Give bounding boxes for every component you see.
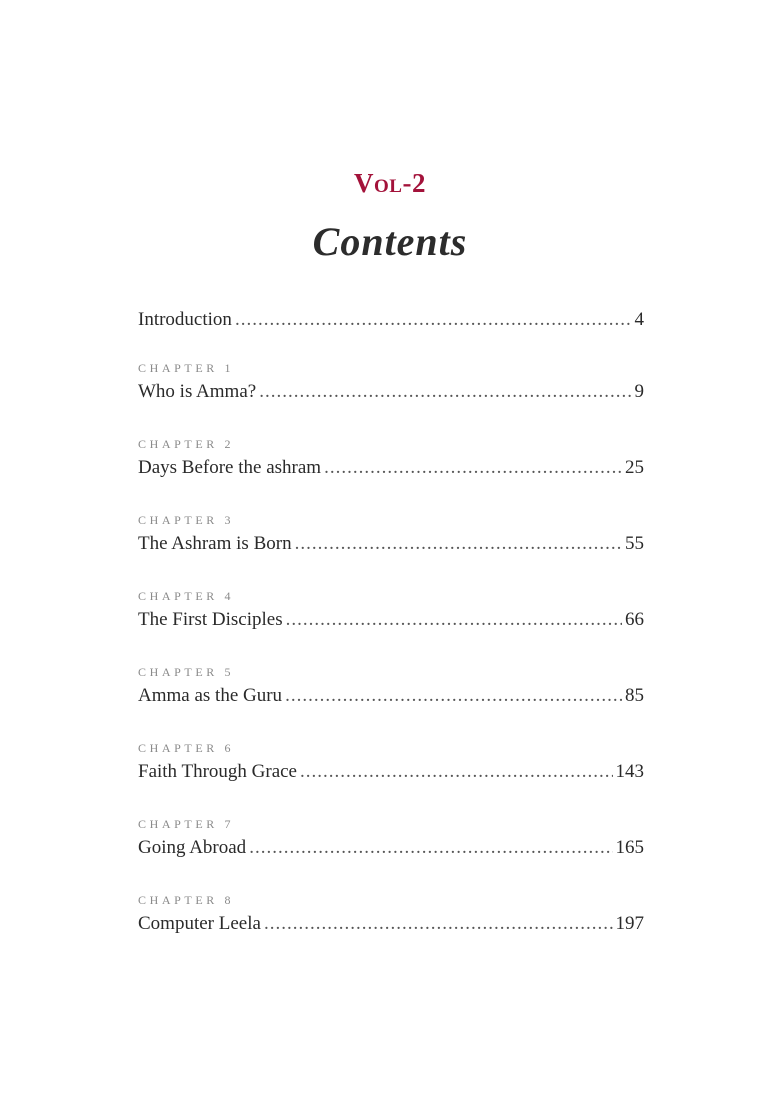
chapter-label: CHAPTER 3 [138, 513, 235, 527]
dot-leader [295, 532, 622, 556]
toc-entry-title: The First Disciples [138, 609, 283, 630]
dot-leader [285, 684, 622, 708]
toc-page-number: 66 [625, 609, 644, 630]
chapter-label: CHAPTER 8 [138, 893, 235, 907]
chapter-label: CHAPTER 7 [138, 817, 235, 831]
toc-page-number: 4 [634, 309, 644, 330]
toc-entry-title: Amma as the Guru [138, 685, 283, 706]
toc-entry-chapter-8[interactable] [138, 892, 644, 936]
toc-page-number: 85 [625, 685, 644, 706]
dot-leader [324, 456, 622, 480]
toc-entry-title: Going Abroad [138, 837, 247, 858]
toc-entry-chapter-4[interactable] [138, 588, 644, 632]
toc-line [138, 912, 644, 936]
toc-line [138, 308, 644, 332]
toc-entry-title: Faith Through Grace [138, 761, 297, 782]
toc-page-number: 143 [615, 761, 644, 782]
toc-page-number: 197 [615, 913, 644, 934]
toc-line [138, 760, 644, 784]
chapter-label: CHAPTER 2 [138, 437, 235, 451]
toc-line [138, 608, 644, 632]
dot-leader [300, 760, 613, 784]
toc-entry-chapter-2[interactable] [138, 436, 644, 480]
dot-leader [259, 380, 631, 404]
toc-entry-chapter-1[interactable] [138, 360, 644, 404]
toc-line [138, 456, 644, 480]
volume-label: Vol-2 [354, 168, 426, 198]
toc-entry-title: Introduction [138, 309, 232, 330]
table-of-contents [138, 308, 644, 968]
toc-entry-title: Days Before the ashram [138, 457, 322, 478]
toc-line [138, 684, 644, 708]
toc-entry-chapter-5[interactable] [138, 664, 644, 708]
toc-entry-introduction[interactable] [138, 308, 644, 332]
toc-entry-chapter-3[interactable] [138, 512, 644, 556]
toc-line [138, 836, 644, 860]
toc-entry-title: Computer Leela [138, 913, 261, 934]
toc-line [138, 380, 644, 404]
dot-leader [264, 912, 613, 936]
toc-line [138, 532, 644, 556]
chapter-label: CHAPTER 5 [138, 665, 235, 679]
toc-entry-chapter-6[interactable] [138, 740, 644, 784]
toc-entry-chapter-7[interactable] [138, 816, 644, 860]
dot-leader [286, 608, 622, 632]
dot-leader [235, 308, 632, 332]
toc-page-number: 9 [634, 381, 644, 402]
toc-entry-title: The Ashram is Born [138, 533, 292, 554]
dot-leader [249, 836, 612, 860]
page-title: Contents [312, 219, 468, 264]
toc-page-number: 165 [615, 837, 644, 858]
chapter-label: CHAPTER 6 [138, 741, 235, 755]
toc-entry-title: Who is Amma? [138, 381, 257, 402]
toc-page-number: 55 [625, 533, 644, 554]
chapter-label: CHAPTER 1 [138, 361, 235, 375]
toc-page-number: 25 [625, 457, 644, 478]
chapter-label: CHAPTER 4 [138, 589, 235, 603]
